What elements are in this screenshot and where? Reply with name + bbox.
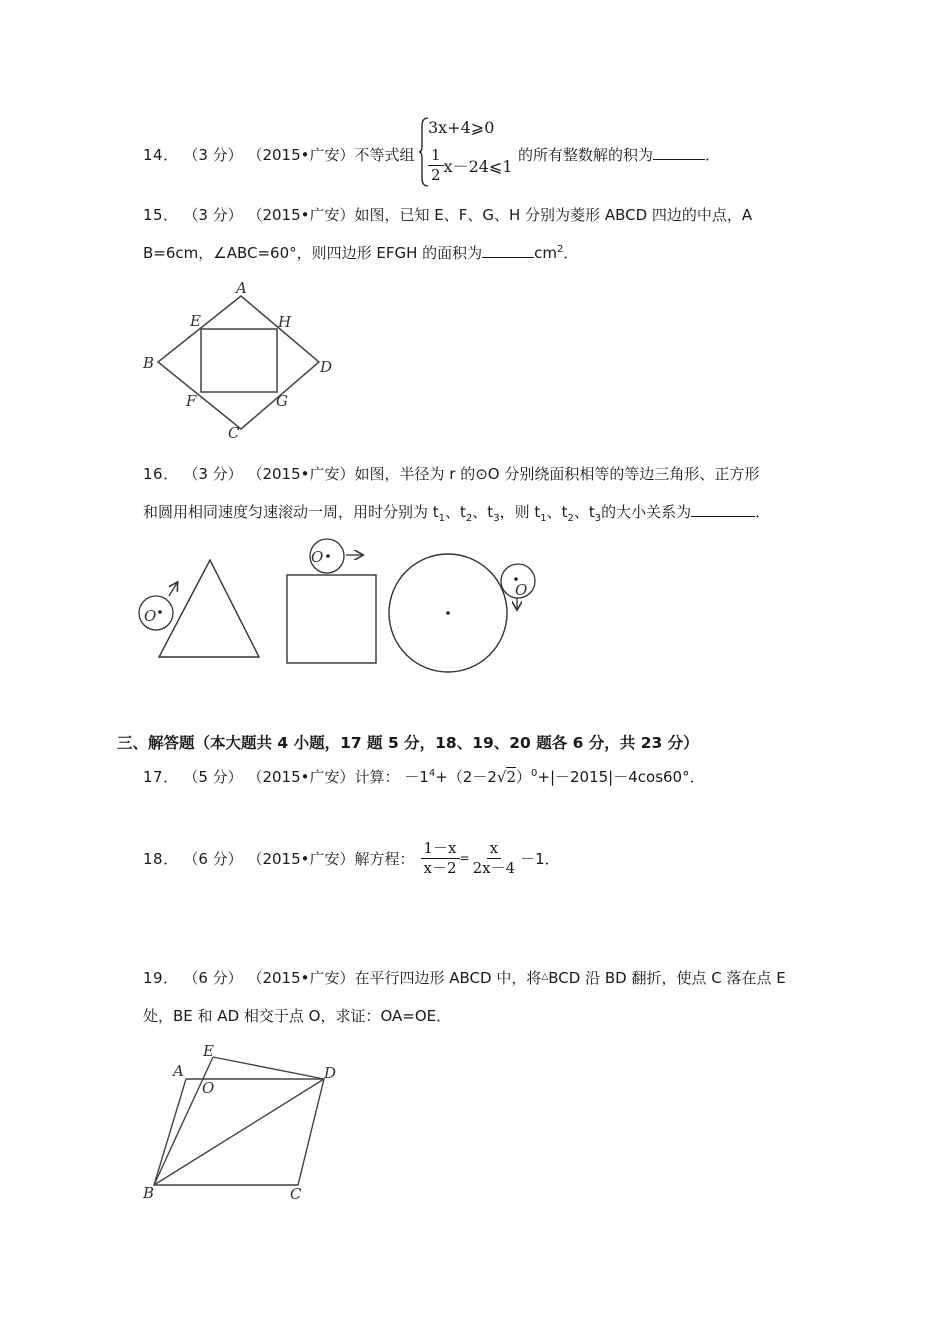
subscript: 1 (540, 513, 547, 524)
question-15 (143, 204, 752, 225)
question-text: BCD 沿 BD 翻折，使点 C 落在点 E (548, 969, 786, 987)
square (287, 575, 376, 663)
question-score: （3 分） (183, 465, 243, 483)
rectangle-efgh (201, 329, 277, 392)
center-dot (326, 554, 330, 558)
period: ． (705, 146, 721, 164)
period: ． (755, 503, 771, 521)
answer-blank[interactable] (653, 145, 705, 160)
label-a: A (236, 279, 247, 297)
center-dot (446, 611, 450, 615)
inequality-1: 3x+4⩾0 (428, 118, 495, 137)
question-text: 的大小关系为 (601, 503, 692, 521)
inequality-2-rest: x－24⩽1 (443, 156, 513, 176)
question-score: （3 分） (183, 206, 243, 224)
label-e: E (190, 312, 201, 330)
question-text: 不等式组 (354, 146, 415, 164)
fraction-denominator: 2 (431, 165, 441, 184)
question-source: （2015•广安） (247, 465, 355, 483)
label-c: C (290, 1185, 302, 1203)
separator: 、t (546, 503, 568, 521)
question-source: （2015•广安） (247, 969, 355, 987)
unit-exponent: 2 (557, 244, 564, 255)
question-number: 19． (143, 969, 179, 987)
separator: 、t (472, 503, 494, 521)
rhombus-figure (138, 278, 338, 444)
fraction-numerator: x (487, 839, 501, 859)
section-heading: 三、解答题（本大题共 4 小题，17 题 5 分，18、19、20 题各 6 分，共 23 分） (117, 734, 699, 752)
question-source: （2015•广安） (247, 206, 355, 224)
arrow-icon (169, 583, 177, 596)
diagonal-bd (154, 1079, 324, 1185)
question-number: 18． (143, 849, 179, 868)
question-text: 计算： (354, 768, 400, 786)
label-h: H (278, 313, 292, 331)
equals-sign: = (459, 851, 470, 865)
label-e: E (203, 1042, 214, 1060)
question-text: 解方程： (354, 849, 415, 868)
question-16-line2 (143, 501, 770, 524)
label-o: O (144, 607, 157, 625)
subscript: 2 (567, 513, 574, 524)
question-19-line2 (143, 1005, 451, 1026)
question-number: 14． (143, 146, 179, 164)
exponent: 0 (531, 768, 538, 779)
separator: 、t (445, 503, 466, 521)
fraction-2 (470, 839, 519, 878)
sqrt-icon: √ (496, 768, 507, 786)
question-text: 处，BE 和 AD 相交于点 O，求证：OA=OE． (143, 1007, 452, 1025)
label-o: O (515, 581, 528, 599)
expression: ） (515, 768, 531, 786)
question-text: 如图，已知 E、F、G、H 分别为菱形 ABCD 四边的中点，A (354, 206, 753, 224)
label-d: D (320, 358, 333, 376)
sqrt-argument: 2 (506, 768, 516, 786)
question-14 (143, 144, 415, 165)
question-text: B=6cm，∠ABC=60°，则四边形 EFGH 的面积为 (143, 244, 483, 262)
question-text: 如图，半径为 r 的⊙O 分别绕面积相等的等边三角形、正方形 (354, 465, 760, 483)
label-o: O (311, 548, 324, 566)
fraction-denominator: x－2 (423, 858, 457, 877)
expression: +（2－2 (435, 768, 497, 786)
fraction-1 (421, 839, 460, 878)
question-score: （6 分） (183, 849, 243, 868)
equilateral-triangle (159, 560, 259, 657)
question-text: 在平行四边形 ABCD 中，将 (354, 969, 542, 987)
question-number: 17． (143, 768, 179, 786)
expression: －1 (404, 768, 429, 786)
fraction-numerator: 1 (428, 146, 444, 166)
question-17 (143, 766, 705, 787)
question-text: ，则 t (499, 503, 541, 521)
center-dot (158, 610, 162, 614)
label-d: D (324, 1064, 337, 1082)
answer-blank[interactable] (691, 502, 755, 517)
question-16 (143, 463, 759, 484)
expression: +|－2015|－4cos60°． (537, 768, 705, 786)
triangle-symbol: △ (541, 972, 549, 982)
subscript: 3 (594, 513, 602, 524)
question-18 (143, 836, 560, 880)
question-number: 15． (143, 206, 179, 224)
inequality-2 (428, 146, 513, 185)
label-b: B (143, 354, 155, 372)
fraction-numerator: 1－x (421, 839, 460, 859)
rhombus-abcd (158, 296, 319, 429)
answer-blank[interactable] (482, 243, 534, 258)
rolling-circle-figure (136, 538, 546, 674)
question-text: 和圆用相同速度匀速滚动一周，用时分别为 t (143, 503, 439, 521)
inequality-system (418, 116, 518, 188)
question-14-tail (518, 144, 720, 165)
subscript: 3 (493, 513, 500, 524)
question-number: 16． (143, 465, 179, 483)
expression: －1． (520, 849, 560, 868)
segment-ed (213, 1057, 324, 1079)
question-15-line2 (143, 242, 578, 263)
question-source: （2015•广安） (247, 849, 355, 868)
parallelogram-figure (138, 1040, 348, 1206)
question-source: （2015•广安） (247, 768, 355, 786)
label-g: G (276, 392, 288, 410)
question-score: （5 分） (183, 768, 243, 786)
fraction-half (428, 146, 444, 185)
label-a: A (173, 1062, 184, 1080)
label-o: O (202, 1079, 215, 1097)
period: ． (563, 244, 579, 262)
unit: cm (534, 244, 558, 262)
question-score: （3 分） (183, 146, 243, 164)
label-b: B (143, 1184, 155, 1202)
label-c: C (228, 424, 240, 442)
separator: 、t (573, 503, 595, 521)
question-score: （6 分） (183, 969, 243, 987)
question-source: （2015•广安） (247, 146, 355, 164)
question-text-after: 的所有整数解的积为 (518, 146, 654, 164)
label-f: F (186, 392, 197, 410)
subscript: 2 (465, 513, 473, 524)
question-19 (143, 967, 786, 988)
exponent: 4 (428, 768, 436, 779)
subscript: 1 (438, 513, 446, 524)
fraction-denominator: 2x－4 (472, 858, 516, 877)
